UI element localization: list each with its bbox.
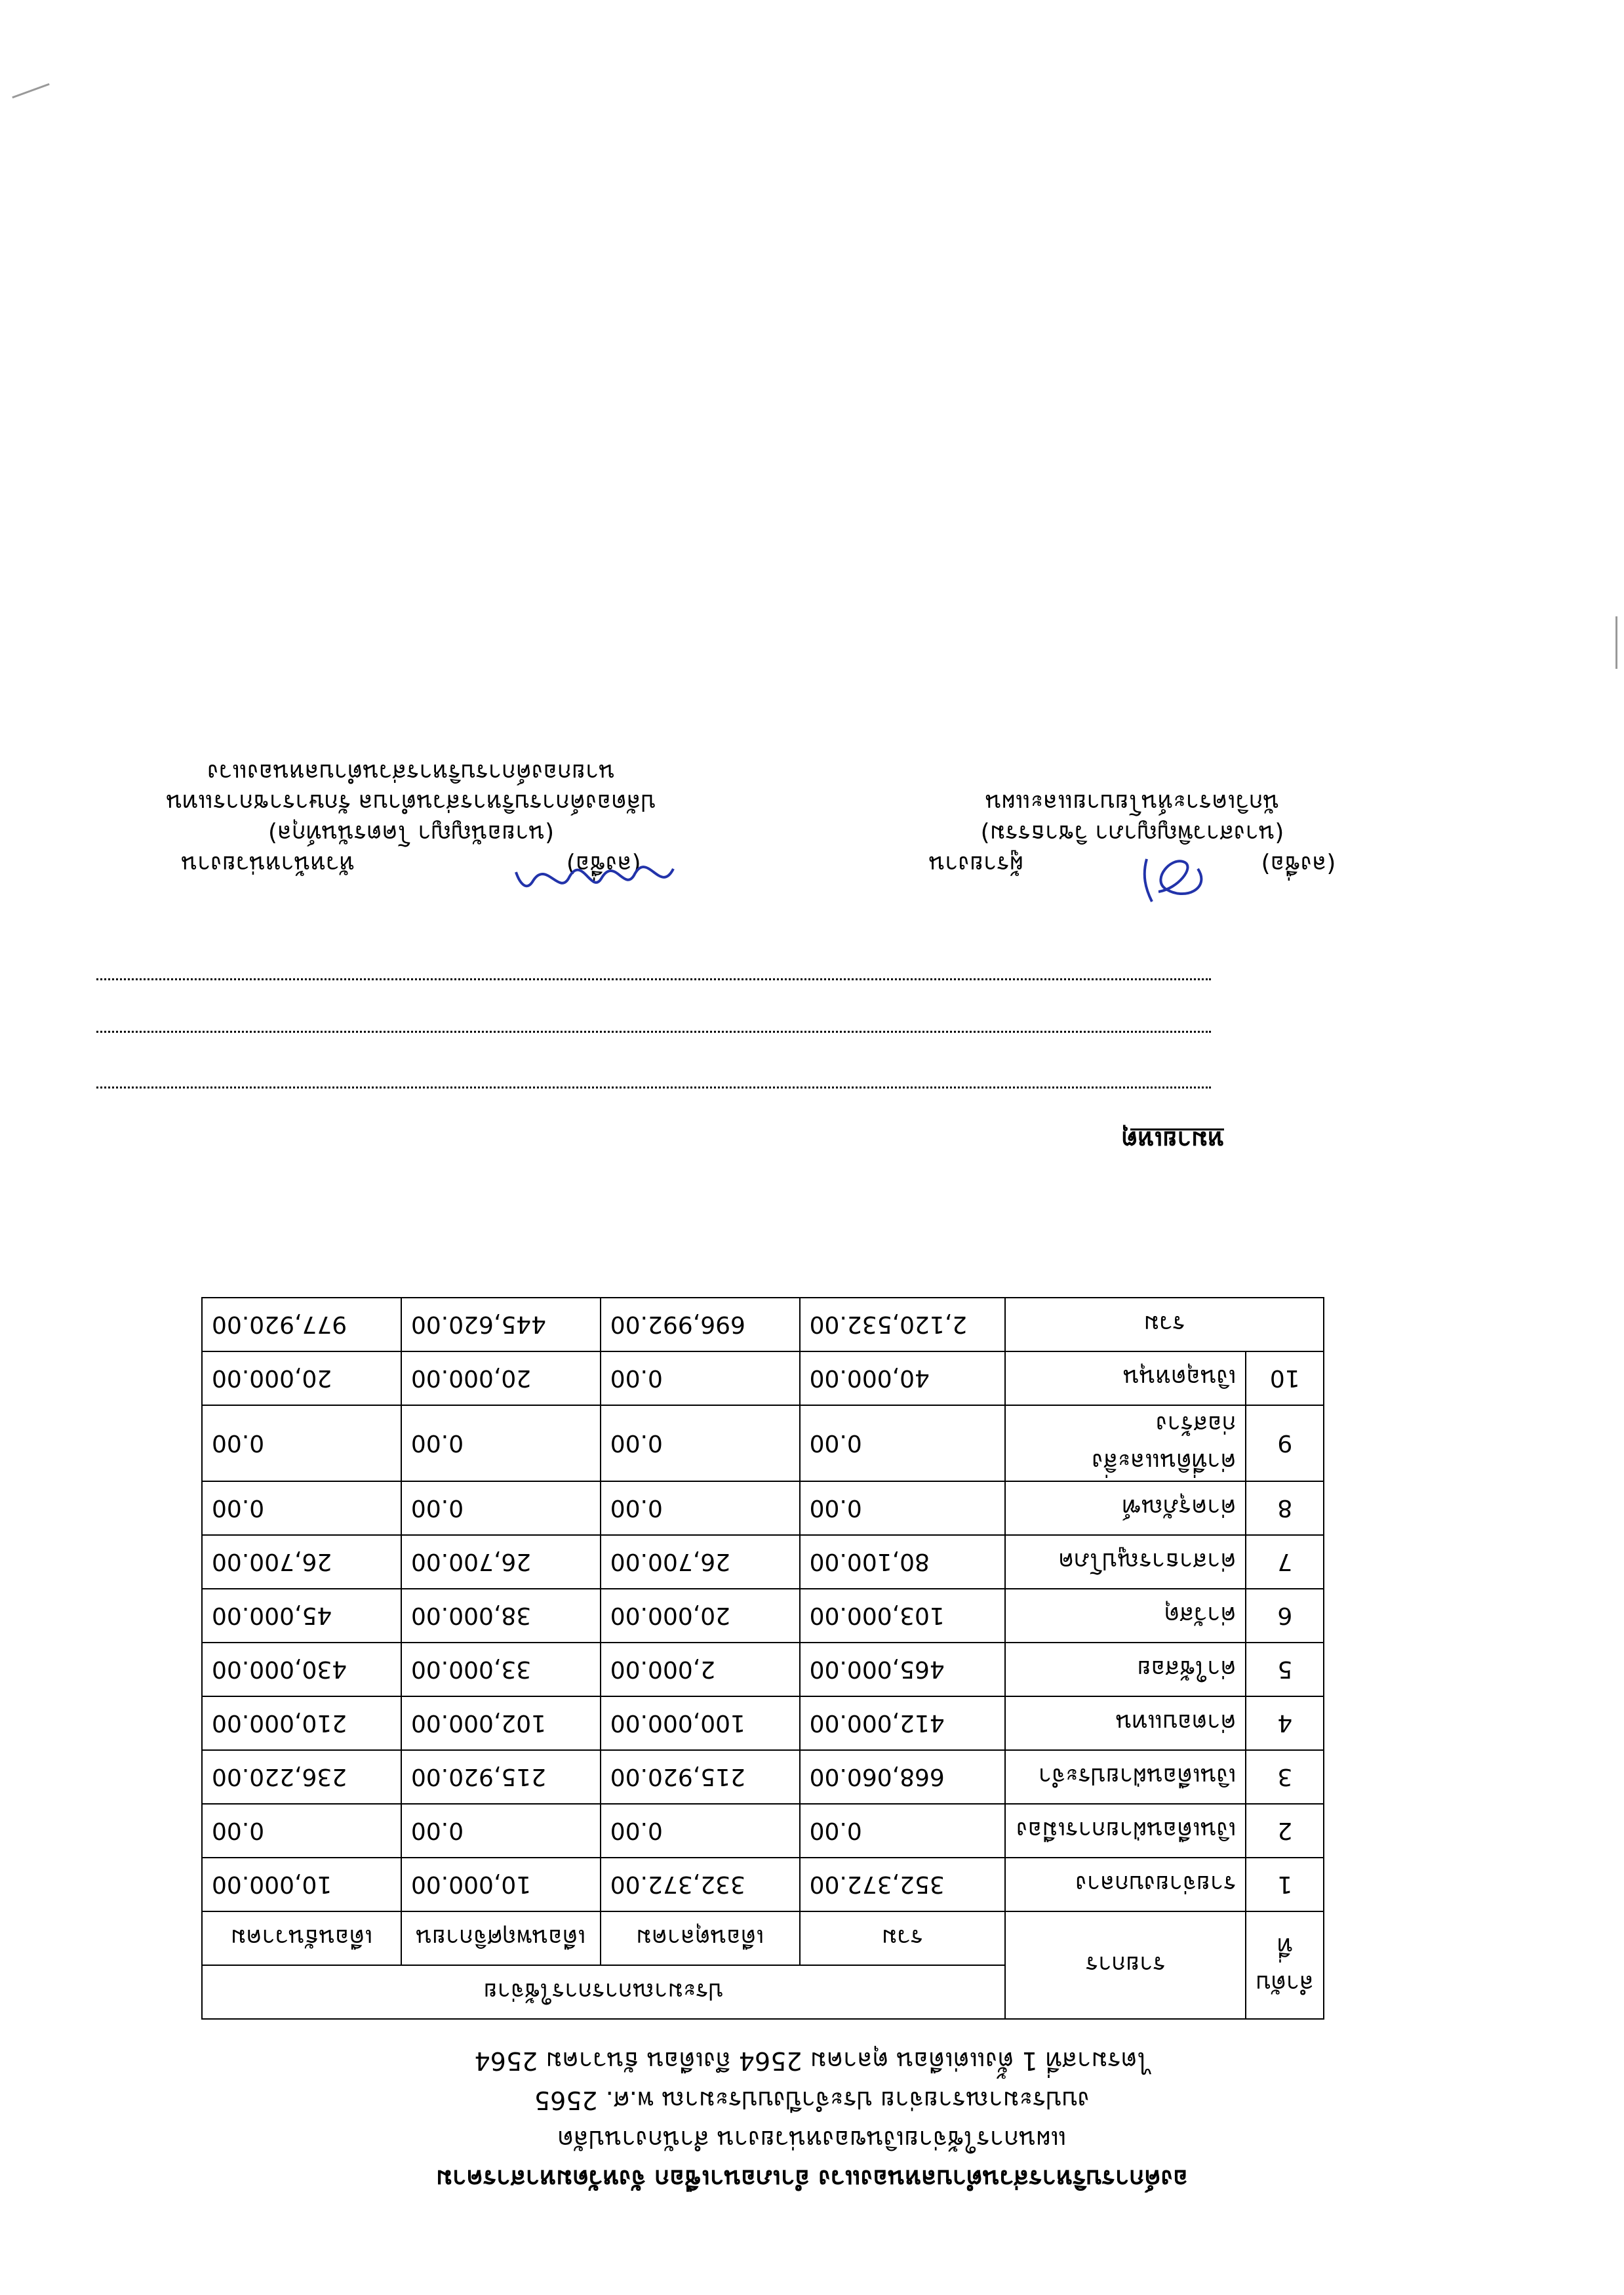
signature-block-head	[50, 756, 772, 879]
col-total-header: รวม	[800, 1911, 1005, 1965]
cell-dec: 45,000.00	[202, 1589, 401, 1643]
sum-oct: 696,992.00	[601, 1298, 800, 1351]
sum-nov: 445,620.00	[401, 1298, 601, 1351]
cell-oct: 215,920.00	[601, 1750, 800, 1804]
cell-oct: 0.00	[601, 1351, 800, 1405]
signature-position: นักวิเคราะห์นโยบายและแผน	[985, 789, 1280, 816]
cell-total: 40,000.00	[800, 1351, 1005, 1405]
table-header-row	[202, 1965, 1324, 2019]
cell-dec: 26,700.00	[202, 1535, 401, 1589]
cell-item: ค่าสาธารณูปโภค	[1005, 1535, 1246, 1589]
cell-nov: 0.00	[401, 1481, 601, 1535]
cell-oct: 332,372.00	[601, 1858, 800, 1911]
cell-no: 3	[1246, 1750, 1324, 1804]
cell-oct: 20,000.00	[601, 1589, 800, 1643]
cell-nov: 102,000.00	[401, 1696, 601, 1750]
signature-name: (นางสาวพิญญาภา วิชาธรรม)	[980, 820, 1284, 847]
cell-total: 465,000.00	[800, 1643, 1005, 1696]
table-row	[202, 1643, 1324, 1696]
cell-dec: 20,000.00	[202, 1351, 401, 1405]
signature-position-1: ปลัดองค์การบริหารส่วนตำบล รักษาราชการแทน	[166, 789, 656, 816]
table-row	[202, 1589, 1324, 1643]
remark-line-3	[96, 978, 1211, 980]
table-row	[202, 1351, 1324, 1405]
cell-nov: 10,000.00	[401, 1858, 601, 1911]
cell-dec: 430,000.00	[202, 1643, 401, 1696]
signature-block-reporter	[804, 787, 1460, 879]
table-row	[202, 1804, 1324, 1858]
remarks-title: หมายเหตุ	[1121, 1126, 1224, 1155]
cell-no: 1	[1246, 1858, 1324, 1911]
cell-no: 8	[1246, 1481, 1324, 1535]
table-row	[202, 1750, 1324, 1804]
signature-prefix: (ลงชื่อ)	[1261, 850, 1336, 877]
cell-no: 5	[1246, 1643, 1324, 1696]
header-org: องค์การบริหารส่วนตำบลหนองแวง อำเภอนาเชือก จังหวัดมหาสารคาม	[435, 2165, 1189, 2193]
cell-item: เงินอุดหนุน	[1005, 1351, 1246, 1405]
cell-dec: 0.00	[202, 1481, 401, 1535]
table-row	[202, 1535, 1324, 1589]
cell-item: ค่าตอบแทน	[1005, 1696, 1246, 1750]
col-item-header: รายการ	[1005, 1911, 1246, 2019]
group-header: ประมาณการการใช้จ่าย	[202, 1965, 1005, 2019]
cell-oct: 0.00	[601, 1405, 800, 1481]
cell-total: 80,100.00	[800, 1535, 1005, 1589]
cell-no: 7	[1246, 1535, 1324, 1589]
cell-item: เงินเดือนฝ่ายประจำ	[1005, 1750, 1246, 1804]
col-dec-header: เดือนธันวาคม	[202, 1911, 401, 1965]
signature-line	[804, 848, 1460, 879]
sum-dec: 977,920.00	[202, 1298, 401, 1351]
col-no-header: ลำดับที่	[1246, 1911, 1324, 2019]
cell-oct: 26,700.00	[601, 1535, 800, 1589]
cell-total: 668,060.00	[800, 1750, 1005, 1804]
header-quarter: ไตรมาสที่ 1 ตั้งแต่เดือน ตุลาคม 2564 ถึงเดือน ธันวาคม 2564	[474, 2046, 1150, 2075]
sum-total: 2,120,532.00	[800, 1298, 1005, 1351]
signature-name: (นายอนัญญา โคตรนันท์กุล)	[267, 820, 555, 847]
handwritten-signature-icon	[1106, 843, 1224, 915]
cell-item: ค่าใช้สอย	[1005, 1643, 1246, 1696]
cell-nov: 33,000.00	[401, 1643, 601, 1696]
cell-no: 2	[1246, 1804, 1324, 1858]
cell-nov: 26,700.00	[401, 1535, 601, 1589]
table-row	[202, 1481, 1324, 1535]
cell-oct: 100,000.00	[601, 1696, 800, 1750]
cell-nov: 215,920.00	[401, 1750, 601, 1804]
signature-line	[50, 848, 772, 879]
cell-total: 0.00	[800, 1405, 1005, 1481]
scan-mark	[12, 83, 49, 98]
sum-label: รวม	[1005, 1298, 1324, 1351]
cell-nov: 20,000.00	[401, 1351, 601, 1405]
cell-total: 0.00	[800, 1481, 1005, 1535]
table-sum-row	[202, 1298, 1324, 1351]
remark-line-2	[96, 1031, 1211, 1033]
cell-item: ค่าครุภัณฑ์	[1005, 1481, 1246, 1535]
signature-position-2: นายกองค์การบริหารส่วนตำบลหนองแวง	[207, 758, 615, 786]
cell-nov: 38,000.00	[401, 1589, 601, 1643]
cell-dec: 10,000.00	[202, 1858, 401, 1911]
cell-dec: 236,220.00	[202, 1750, 401, 1804]
cell-item: เงินเดือนฝ่ายการเมือง	[1005, 1804, 1246, 1858]
scan-mark	[1615, 616, 1617, 669]
cell-no: 4	[1246, 1696, 1324, 1750]
cell-oct: 2,000.00	[601, 1643, 800, 1696]
signature-prefix: (ลงชื่อ)	[566, 850, 641, 877]
cell-total: 0.00	[800, 1804, 1005, 1858]
cell-item: ค่าที่ดินและสิ่งก่อสร้าง	[1005, 1405, 1246, 1481]
cell-nov: 0.00	[401, 1405, 601, 1481]
cell-oct: 0.00	[601, 1804, 800, 1858]
table-row	[202, 1858, 1324, 1911]
header-budget-year: งบประมาณรายจ่าย ประจำปีงบประมาณ พ.ศ. 2565	[534, 2086, 1090, 2115]
budget-table	[201, 1297, 1324, 2020]
cell-total: 352,372.00	[800, 1858, 1005, 1911]
col-nov-header: เดือนพฤศจิกายน	[401, 1911, 601, 1965]
header-plan: แผนการใช้จ่ายเงินของหน่วยงาน สำนักงานปลัด	[557, 2125, 1067, 2154]
cell-dec: 0.00	[202, 1405, 401, 1481]
cell-no: 6	[1246, 1589, 1324, 1643]
col-oct-header: เดือนตุลาคม	[601, 1911, 800, 1965]
signature-role: หัวหน้าหน่วยงาน	[181, 850, 355, 877]
remark-line-1	[96, 1087, 1211, 1088]
cell-total: 103,000.00	[800, 1589, 1005, 1643]
cell-item: ค่าวัสดุ	[1005, 1589, 1246, 1643]
table-row	[202, 1696, 1324, 1750]
cell-nov: 0.00	[401, 1804, 601, 1858]
cell-no: 10	[1246, 1351, 1324, 1405]
cell-no: 9	[1246, 1405, 1324, 1481]
cell-dec: 210,000.00	[202, 1696, 401, 1750]
cell-oct: 0.00	[601, 1481, 800, 1535]
cell-total: 412,000.00	[800, 1696, 1005, 1750]
signature-role: ผู้รายงาน	[928, 850, 1023, 877]
cell-dec: 0.00	[202, 1804, 401, 1858]
table-row	[202, 1405, 1324, 1481]
cell-item: รายจ่ายงบกลาง	[1005, 1858, 1246, 1911]
